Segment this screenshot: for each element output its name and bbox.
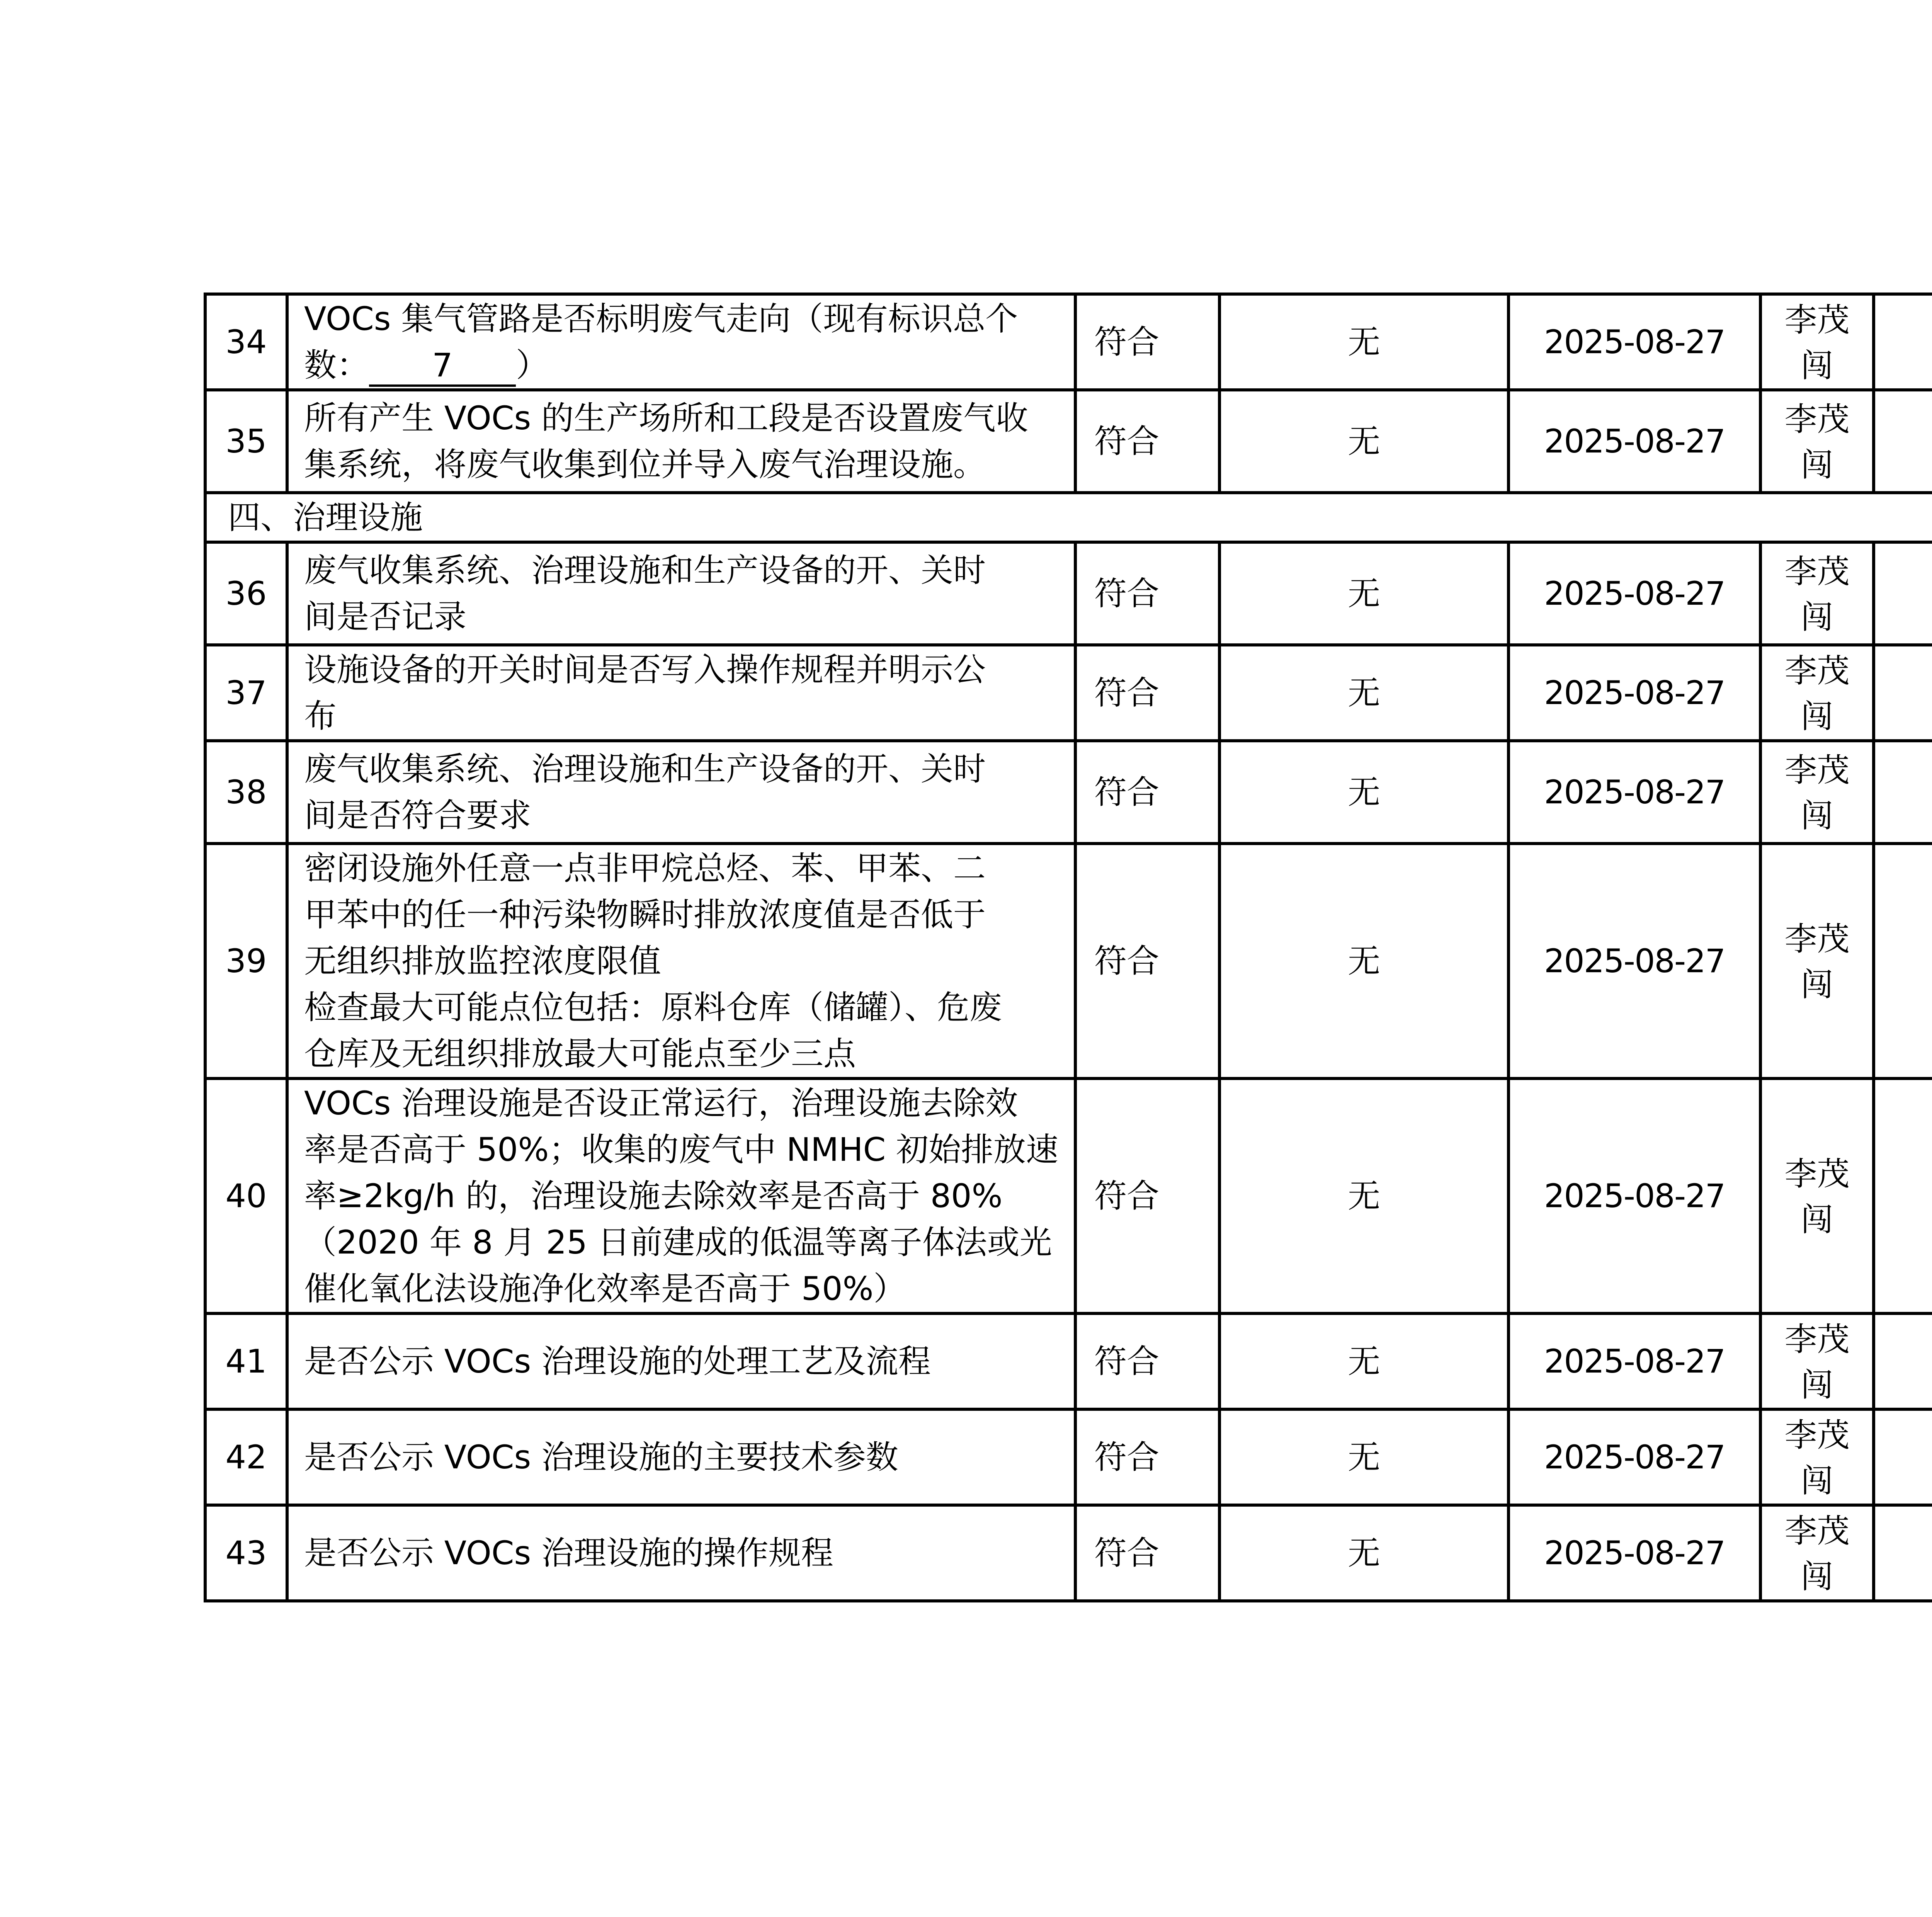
- table-row: [205, 844, 1932, 1078]
- table-row: [205, 542, 1932, 645]
- inspector-name-line: 闯: [1801, 446, 1833, 484]
- item-text-line: 布: [304, 697, 337, 735]
- inspector-name-line: 闯: [1801, 966, 1833, 1004]
- item-text-line: 是否公示 VOCs 治理设施的处理工艺及流程: [304, 1342, 931, 1380]
- item-number: 35: [205, 390, 287, 493]
- issue-cell: 无: [1219, 294, 1509, 390]
- inspector-name-line: 李茂: [1784, 652, 1850, 690]
- item-text-line: 甲苯中的任一种污染物瞬时排放浓度值是否低于: [304, 896, 986, 934]
- item-text-line: 无组织排放监控浓度限值: [304, 942, 662, 980]
- item-text-line: VOCs 集气管路是否标明废气走向（现有标识总个: [304, 300, 1018, 338]
- table-row: [205, 741, 1932, 844]
- result-cell: 符合: [1075, 1505, 1219, 1601]
- item-description: [287, 844, 1075, 1078]
- table-row: [205, 1078, 1932, 1313]
- blank-cell: [1874, 1505, 1932, 1601]
- result-cell: 符合: [1075, 542, 1219, 645]
- item-number: 39: [205, 844, 287, 1078]
- result-cell: 符合: [1075, 645, 1219, 741]
- inspector-name-line: 李茂: [1784, 1416, 1850, 1454]
- item-description: [287, 390, 1075, 493]
- inspector-name-line: 闯: [1801, 1462, 1833, 1500]
- date-cell: 2025-08-27: [1509, 645, 1760, 741]
- item-text-line: VOCs 治理设施是否设正常运行，治理设施去除效: [304, 1084, 1018, 1122]
- item-description: [287, 542, 1075, 645]
- blank-cell: [1874, 542, 1932, 645]
- item-text-line: 是否公示 VOCs 治理设施的主要技术参数: [304, 1438, 898, 1476]
- item-text-line: 废气收集系统、治理设施和生产设备的开、关时: [304, 750, 986, 788]
- issue-cell: 无: [1219, 741, 1509, 844]
- issue-cell: 无: [1219, 1505, 1509, 1601]
- item-description: [287, 741, 1075, 844]
- inspector-name-line: 李茂: [1784, 1320, 1850, 1358]
- item-description: [287, 645, 1075, 741]
- item-description: [287, 294, 1075, 390]
- issue-cell: 无: [1219, 1313, 1509, 1409]
- item-description: [287, 1313, 1075, 1409]
- date-cell: 2025-08-27: [1509, 741, 1760, 844]
- inspector-name-line: 闯: [1801, 598, 1833, 636]
- item-number: 42: [205, 1409, 287, 1505]
- date-cell: 2025-08-27: [1509, 542, 1760, 645]
- inspector-cell: [1760, 294, 1874, 390]
- inspector-cell: [1760, 1313, 1874, 1409]
- inspector-cell: [1760, 542, 1874, 645]
- inspector-cell: [1760, 390, 1874, 493]
- issue-cell: 无: [1219, 1409, 1509, 1505]
- result-cell: 符合: [1075, 844, 1219, 1078]
- item-number: 36: [205, 542, 287, 645]
- item-description: [287, 1409, 1075, 1505]
- inspector-cell: [1760, 1078, 1874, 1313]
- blank-cell: [1874, 645, 1932, 741]
- result-cell: 符合: [1075, 741, 1219, 844]
- inspector-name-line: 李茂: [1784, 751, 1850, 789]
- inspector-name-line: 李茂: [1784, 1155, 1850, 1193]
- item-description: [287, 1505, 1075, 1601]
- date-cell: 2025-08-27: [1509, 294, 1760, 390]
- result-cell: 符合: [1075, 1409, 1219, 1505]
- item-text-line: 间是否记录: [304, 598, 467, 636]
- item-text-line: 所有产生 VOCs 的生产场所和工段是否设置废气收: [304, 399, 1028, 437]
- table-row: [205, 1505, 1932, 1601]
- date-cell: 2025-08-27: [1509, 1078, 1760, 1313]
- date-cell: 2025-08-27: [1509, 390, 1760, 493]
- item-text-line: 检查最大可能点位包括：原料仓库（储罐）、危废: [304, 988, 1002, 1026]
- blank-cell: [1874, 741, 1932, 844]
- inspector-name-line: 闯: [1801, 697, 1833, 735]
- table-row: [205, 645, 1932, 741]
- section-heading: 四、治理设施: [205, 493, 1932, 542]
- result-cell: 符合: [1075, 390, 1219, 493]
- blank-cell: [1874, 1313, 1932, 1409]
- date-cell: 2025-08-27: [1509, 1313, 1760, 1409]
- item-text-line: 率≥2kg/h 的，治理设施去除效率是否高于 80%: [304, 1177, 1003, 1215]
- date-cell: 2025-08-27: [1509, 1505, 1760, 1601]
- result-cell: 符合: [1075, 1078, 1219, 1313]
- table-row: [205, 390, 1932, 493]
- item-number: 41: [205, 1313, 287, 1409]
- item-text-line: 集系统，将废气收集到位并导入废气治理设施。: [304, 446, 986, 483]
- table-row: [205, 1313, 1932, 1409]
- date-cell: 2025-08-27: [1509, 844, 1760, 1078]
- issue-cell: 无: [1219, 844, 1509, 1078]
- inspector-cell: [1760, 645, 1874, 741]
- item-description: [287, 1078, 1075, 1313]
- item-text-prefix: 数：: [304, 346, 369, 384]
- item-text-suffix: ）: [516, 346, 549, 384]
- inspector-cell: [1760, 1409, 1874, 1505]
- section-row: [205, 493, 1932, 542]
- inspector-name-line: 闯: [1801, 347, 1833, 384]
- table-row: [205, 1409, 1932, 1505]
- inspector-name-line: 闯: [1801, 797, 1833, 835]
- inspection-checklist-table: [204, 293, 1932, 1602]
- inspector-name-line: 李茂: [1784, 920, 1850, 958]
- inspector-name-line: 李茂: [1784, 400, 1850, 438]
- item-number: 34: [205, 294, 287, 390]
- inspector-name-line: 闯: [1801, 1366, 1833, 1404]
- issue-cell: 无: [1219, 645, 1509, 741]
- inspector-name-line: 李茂: [1784, 301, 1850, 339]
- inspector-cell: [1760, 741, 1874, 844]
- item-text-line: 率是否高于 50%；收集的废气中 NMHC 初始排放速: [304, 1131, 1058, 1169]
- item-text-line: 仓库及无组织排放最大可能点至少三点: [304, 1035, 856, 1073]
- date-cell: 2025-08-27: [1509, 1409, 1760, 1505]
- blank-cell: [1874, 1078, 1932, 1313]
- item-text-line: 催化氧化法设施净化效率是否高于 50%）: [304, 1270, 906, 1308]
- item-text-line: [304, 342, 1058, 388]
- count-fill-in: 7: [369, 346, 516, 387]
- item-text-line: 是否公示 VOCs 治理设施的操作规程: [304, 1534, 833, 1572]
- table-row: [205, 294, 1932, 390]
- item-text-line: （2020 年 8 月 25 日前建成的低温等离子体法或光: [304, 1223, 1052, 1261]
- inspector-name-line: 李茂: [1784, 1512, 1850, 1550]
- result-cell: 符合: [1075, 1313, 1219, 1409]
- inspector-cell: [1760, 1505, 1874, 1601]
- item-number: 43: [205, 1505, 287, 1601]
- inspector-cell: [1760, 844, 1874, 1078]
- item-number: 37: [205, 645, 287, 741]
- item-text-line: 间是否符合要求: [304, 796, 532, 834]
- inspector-name-line: 李茂: [1784, 553, 1850, 590]
- blank-cell: [1874, 390, 1932, 493]
- inspector-name-line: 闯: [1801, 1201, 1833, 1238]
- item-number: 40: [205, 1078, 287, 1313]
- blank-cell: [1874, 294, 1932, 390]
- item-text-line: 废气收集系统、治理设施和生产设备的开、关时: [304, 551, 986, 589]
- blank-cell: [1874, 844, 1932, 1078]
- issue-cell: 无: [1219, 542, 1509, 645]
- issue-cell: 无: [1219, 1078, 1509, 1313]
- inspector-name-line: 闯: [1801, 1558, 1833, 1596]
- item-text-line: 密闭设施外任意一点非甲烷总烃、苯、甲苯、二: [304, 849, 986, 887]
- issue-cell: 无: [1219, 390, 1509, 493]
- item-text-line: 设施设备的开关时间是否写入操作规程并明示公: [304, 651, 986, 689]
- blank-cell: [1874, 1409, 1932, 1505]
- result-cell: 符合: [1075, 294, 1219, 390]
- item-number: 38: [205, 741, 287, 844]
